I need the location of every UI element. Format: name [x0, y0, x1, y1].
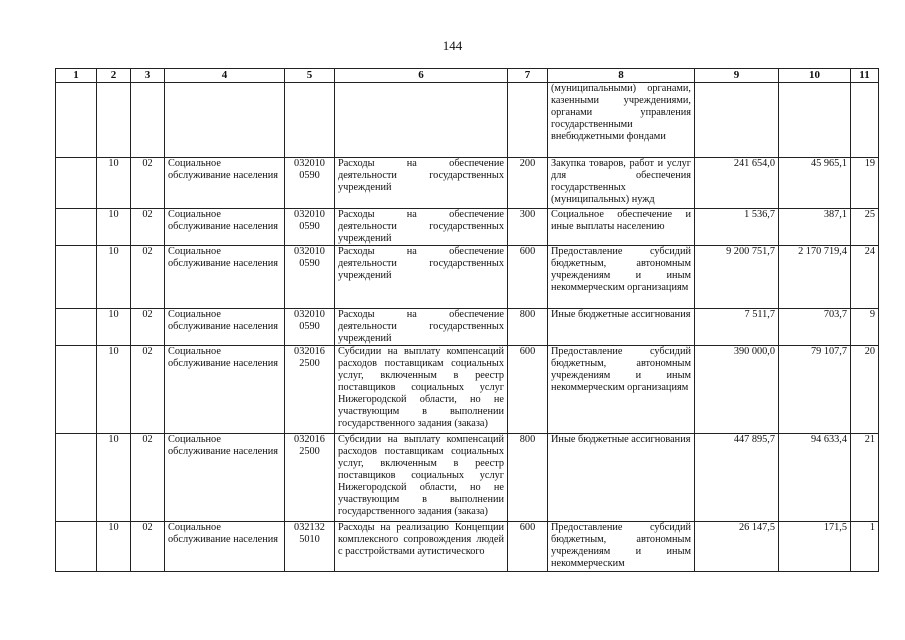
cell-subsection-name: Социальное обслуживание населения — [165, 158, 285, 209]
cell-value-9: 9 200 751,7 — [695, 246, 779, 309]
table-row — [56, 522, 879, 572]
cell-subsection — [131, 83, 165, 158]
cell-col1 — [56, 434, 97, 522]
table-row — [56, 434, 879, 522]
cell-value-11: 9 — [851, 309, 879, 346]
cell-subsection-name: Социальное обслуживание населения — [165, 209, 285, 246]
column-header: 4 — [165, 69, 285, 83]
cell-expense-type: 200 — [508, 158, 548, 209]
column-header: 1 — [56, 69, 97, 83]
cell-expense-name: Социальное обеспечение и иные выплаты населению — [548, 209, 695, 246]
cell-col1 — [56, 522, 97, 572]
cell-subsection: 02 — [131, 346, 165, 434]
budget-table — [55, 68, 879, 572]
column-header: 10 — [779, 69, 851, 83]
cell-section: 10 — [97, 434, 131, 522]
table-row — [56, 309, 879, 346]
column-header: 3 — [131, 69, 165, 83]
cell-target-name: Расходы на обеспечение деятельности государственных учреждений — [335, 309, 508, 346]
cell-subsection-name: Социальное обслуживание населения — [165, 522, 285, 572]
cell-value-9: 241 654,0 — [695, 158, 779, 209]
cell-value-10: 171,5 — [779, 522, 851, 572]
cell-value-9: 447 895,7 — [695, 434, 779, 522]
cell-expense-type: 800 — [508, 309, 548, 346]
cell-target-code: 032132 5010 — [285, 522, 335, 572]
cell-expense-name: Иные бюджетные ассигнования — [548, 309, 695, 346]
cell-expense-type: 600 — [508, 246, 548, 309]
cell-section: 10 — [97, 309, 131, 346]
cell-value-11: 19 — [851, 158, 879, 209]
header-row — [56, 69, 879, 83]
cell-section: 10 — [97, 209, 131, 246]
cell-value-10 — [779, 83, 851, 158]
column-header: 7 — [508, 69, 548, 83]
table-row — [56, 209, 879, 246]
cell-value-11: 21 — [851, 434, 879, 522]
cell-value-11: 24 — [851, 246, 879, 309]
column-header: 11 — [851, 69, 879, 83]
cell-expense-name: Иные бюджетные ассигнования — [548, 434, 695, 522]
cell-expense-type — [508, 83, 548, 158]
cell-target-code: 032010 0590 — [285, 309, 335, 346]
cell-target-code: 032010 0590 — [285, 246, 335, 309]
cell-target-name — [335, 83, 508, 158]
cell-target-name: Расходы на обеспечение деятельности государственных учреждений — [335, 246, 508, 309]
table-row — [56, 83, 879, 158]
cell-value-10: 387,1 — [779, 209, 851, 246]
cell-col1 — [56, 158, 97, 209]
cell-target-name: Расходы на реализацию Концепции комплексного сопровождения людей с расстройствами аутистического — [335, 522, 508, 572]
cell-value-9 — [695, 83, 779, 158]
column-header: 9 — [695, 69, 779, 83]
cell-target-name: Субсидии на выплату компенсаций расходов поставщикам социальных услуг, включенным в реестр поставщиков социальных услуг Нижегородской области, но не участвующим в выполнении государственного задания (заказа) — [335, 434, 508, 522]
cell-target-code — [285, 83, 335, 158]
cell-subsection-name: Социальное обслуживание населения — [165, 346, 285, 434]
cell-subsection-name: Социальное обслуживание населения — [165, 246, 285, 309]
cell-value-11 — [851, 83, 879, 158]
column-header: 2 — [97, 69, 131, 83]
cell-section: 10 — [97, 522, 131, 572]
cell-expense-name: Закупка товаров, работ и услуг для обеспечения государственных (муниципальных) нужд — [548, 158, 695, 209]
cell-subsection-name — [165, 83, 285, 158]
cell-expense-name: Предоставление субсидий бюджетным, автономным учреждениям и иным некоммерческим организациям — [548, 346, 695, 434]
cell-target-code: 032016 2500 — [285, 346, 335, 434]
cell-value-11: 1 — [851, 522, 879, 572]
cell-value-9: 1 536,7 — [695, 209, 779, 246]
cell-value-10: 2 170 719,4 — [779, 246, 851, 309]
cell-value-10: 79 107,7 — [779, 346, 851, 434]
cell-col1 — [56, 83, 97, 158]
cell-subsection: 02 — [131, 522, 165, 572]
cell-col1 — [56, 246, 97, 309]
cell-col1 — [56, 209, 97, 246]
column-header: 8 — [548, 69, 695, 83]
cell-target-code: 032016 2500 — [285, 434, 335, 522]
cell-target-code: 032010 0590 — [285, 209, 335, 246]
cell-value-11: 20 — [851, 346, 879, 434]
cell-value-10: 703,7 — [779, 309, 851, 346]
cell-value-10: 45 965,1 — [779, 158, 851, 209]
cell-col1 — [56, 309, 97, 346]
cell-col1 — [56, 346, 97, 434]
cell-expense-type: 600 — [508, 522, 548, 572]
cell-section: 10 — [97, 346, 131, 434]
cell-section — [97, 83, 131, 158]
cell-expense-name: (муниципальными) органами, казенными учреждениями, органами управления государственными внебюджетными фондами — [548, 83, 695, 158]
cell-expense-type: 600 — [508, 346, 548, 434]
cell-target-name: Субсидии на выплату компенсаций расходов поставщикам социальных услуг, включенным в реестр поставщиков социальных услуг Нижегородской области, но не участвующим в выполнении государственного задания (заказа) — [335, 346, 508, 434]
cell-value-9: 7 511,7 — [695, 309, 779, 346]
page-number: 144 — [442, 38, 463, 53]
cell-expense-type: 800 — [508, 434, 548, 522]
cell-value-10: 94 633,4 — [779, 434, 851, 522]
cell-value-9: 390 000,0 — [695, 346, 779, 434]
cell-section: 10 — [97, 158, 131, 209]
cell-target-code: 032010 0590 — [285, 158, 335, 209]
cell-value-9: 26 147,5 — [695, 522, 779, 572]
cell-subsection: 02 — [131, 209, 165, 246]
cell-subsection: 02 — [131, 434, 165, 522]
cell-subsection: 02 — [131, 309, 165, 346]
table-row — [56, 246, 879, 309]
column-header: 5 — [285, 69, 335, 83]
cell-expense-name: Предоставление субсидий бюджетным, автономным учреждениям и иным некоммерческим организациям — [548, 246, 695, 309]
table-row — [56, 346, 879, 434]
cell-value-11: 25 — [851, 209, 879, 246]
cell-expense-name: Предоставление субсидий бюджетным, автономным учреждениям и иным некоммерческим — [548, 522, 695, 572]
cell-subsection-name: Социальное обслуживание населения — [165, 434, 285, 522]
cell-subsection: 02 — [131, 246, 165, 309]
cell-expense-type: 300 — [508, 209, 548, 246]
column-header: 6 — [335, 69, 508, 83]
table-row — [56, 158, 879, 209]
cell-section: 10 — [97, 246, 131, 309]
cell-target-name: Расходы на обеспечение деятельности государственных учреждений — [335, 158, 508, 209]
cell-subsection: 02 — [131, 158, 165, 209]
cell-subsection-name: Социальное обслуживание населения — [165, 309, 285, 346]
cell-target-name: Расходы на обеспечение деятельности государственных учреждений — [335, 209, 508, 246]
